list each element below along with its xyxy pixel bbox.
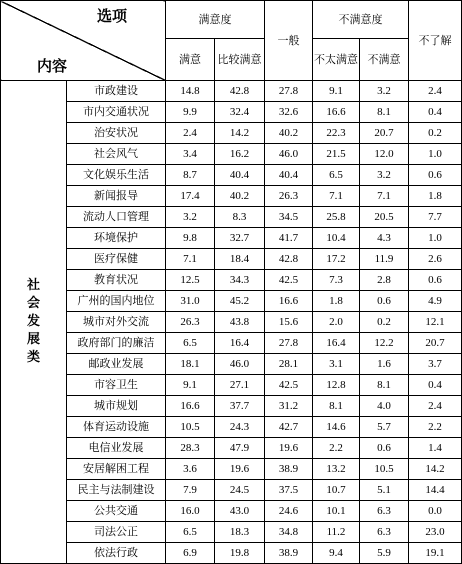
unsatisfied-value: 3.2: [360, 81, 409, 102]
general-value: 38.9: [265, 543, 313, 564]
table-row: [1, 480, 462, 501]
satisfied-value: 26.3: [166, 312, 215, 333]
satisfied-value: 9.1: [166, 375, 215, 396]
satisfied-value: 14.8: [166, 81, 215, 102]
table-row: [1, 543, 462, 564]
row-item-label: 市内交通状况: [67, 102, 166, 123]
unsatisfied-value: 10.5: [360, 459, 409, 480]
fairly-satisfied-value: 40.4: [215, 165, 265, 186]
unknown-value: 1.0: [409, 228, 462, 249]
unsatisfied-subheader: 不满意: [360, 39, 409, 81]
unknown-value: 7.7: [409, 207, 462, 228]
fairly-satisfied-value: 45.2: [215, 291, 265, 312]
general-value: 42.7: [265, 417, 313, 438]
satisfied-value: 6.9: [166, 543, 215, 564]
unsatisfied-value: 6.3: [360, 501, 409, 522]
satisfied-value: 9.9: [166, 102, 215, 123]
unknown-value: 14.4: [409, 480, 462, 501]
fairly-satisfied-value: 18.3: [215, 522, 265, 543]
table-row: [1, 417, 462, 438]
general-header: 一般: [265, 1, 313, 81]
general-value: 34.8: [265, 522, 313, 543]
satisfied-value: 8.7: [166, 165, 215, 186]
general-value: 40.4: [265, 165, 313, 186]
satisfied-value: 16.6: [166, 396, 215, 417]
not-very-satisfied-value: 10.7: [313, 480, 360, 501]
satisfied-value: 16.0: [166, 501, 215, 522]
not-very-satisfied-value: 2.2: [313, 438, 360, 459]
general-value: 24.6: [265, 501, 313, 522]
unknown-value: 14.2: [409, 459, 462, 480]
satisfied-value: 3.2: [166, 207, 215, 228]
row-item-label: 体育运动设施: [67, 417, 166, 438]
general-value: 46.0: [265, 144, 313, 165]
general-value: 34.5: [265, 207, 313, 228]
unknown-value: 12.1: [409, 312, 462, 333]
unknown-value: 20.7: [409, 333, 462, 354]
fairly-satisfied-value: 18.4: [215, 249, 265, 270]
general-value: 42.8: [265, 249, 313, 270]
general-value: 31.2: [265, 396, 313, 417]
table-row: [1, 375, 462, 396]
table-row: [1, 291, 462, 312]
not-very-satisfied-value: 1.8: [313, 291, 360, 312]
general-value: 41.7: [265, 228, 313, 249]
satisfied-subheader: 满意: [166, 39, 215, 81]
unknown-value: 0.2: [409, 123, 462, 144]
satisfied-value: 28.3: [166, 438, 215, 459]
fairly-satisfied-value: 19.6: [215, 459, 265, 480]
table-row: [1, 459, 462, 480]
unsatisfied-value: 4.3: [360, 228, 409, 249]
general-value: 38.9: [265, 459, 313, 480]
satisfied-value: 3.6: [166, 459, 215, 480]
unknown-value: 0.6: [409, 165, 462, 186]
unsatisfied-value: 5.7: [360, 417, 409, 438]
unsatisfied-value: 4.0: [360, 396, 409, 417]
satisfied-value: 7.1: [166, 249, 215, 270]
table-row: [1, 165, 462, 186]
fairly-satisfied-value: 46.0: [215, 354, 265, 375]
unknown-value: 2.4: [409, 396, 462, 417]
satisfied-value: 12.5: [166, 270, 215, 291]
general-value: 28.1: [265, 354, 313, 375]
fairly-satisfied-value: 27.1: [215, 375, 265, 396]
header-diagonal-cell: [1, 1, 166, 81]
row-item-label: 社会风气: [67, 144, 166, 165]
table-row: [1, 333, 462, 354]
row-item-label: 流动人口管理: [67, 207, 166, 228]
not-very-satisfied-value: 21.5: [313, 144, 360, 165]
not-very-satisfied-value: 10.1: [313, 501, 360, 522]
satisfied-value: 31.0: [166, 291, 215, 312]
unsatisfied-value: 7.1: [360, 186, 409, 207]
not-very-satisfied-value: 7.1: [313, 186, 360, 207]
unsatisfied-value: 0.6: [360, 291, 409, 312]
table-row: [1, 249, 462, 270]
unsatisfied-value: 3.2: [360, 165, 409, 186]
fairly-satisfied-value: 47.9: [215, 438, 265, 459]
not-very-satisfied-value: 3.1: [313, 354, 360, 375]
satisfied-value: 7.9: [166, 480, 215, 501]
unsatisfied-value: 5.1: [360, 480, 409, 501]
table-row: [1, 501, 462, 522]
unsatisfied-value: 2.8: [360, 270, 409, 291]
row-item-label: 依法行政: [67, 543, 166, 564]
table-row: [1, 144, 462, 165]
not-very-satisfied-value: 10.4: [313, 228, 360, 249]
fairly-satisfied-value: 42.8: [215, 81, 265, 102]
row-item-label: 安居解困工程: [67, 459, 166, 480]
table-row: [1, 102, 462, 123]
row-item-label: 民主与法制建设: [67, 480, 166, 501]
fairly-satisfied-value: 43.8: [215, 312, 265, 333]
table-row: [1, 354, 462, 375]
fairly-satisfied-value: 14.2: [215, 123, 265, 144]
satisfied-value: 10.5: [166, 417, 215, 438]
unsatisfied-value: 0.6: [360, 438, 409, 459]
row-item-label: 政府部门的廉洁: [67, 333, 166, 354]
row-item-label: 新闻报导: [67, 186, 166, 207]
general-value: 15.6: [265, 312, 313, 333]
not-very-satisfied-value: 13.2: [313, 459, 360, 480]
unknown-value: 1.0: [409, 144, 462, 165]
unknown-value: 2.6: [409, 249, 462, 270]
general-value: 40.2: [265, 123, 313, 144]
unknown-value: 2.2: [409, 417, 462, 438]
unsatisfied-value: 6.3: [360, 522, 409, 543]
satisfied-value: 17.4: [166, 186, 215, 207]
unsatisfied-value: 0.2: [360, 312, 409, 333]
not-very-satisfied-value: 9.4: [313, 543, 360, 564]
fairly-satisfied-value: 24.5: [215, 480, 265, 501]
general-value: 42.5: [265, 375, 313, 396]
unsatisfied-value: 20.5: [360, 207, 409, 228]
fairly-satisfied-value: 16.4: [215, 333, 265, 354]
not-very-satisfied-value: 9.1: [313, 81, 360, 102]
fairly-satisfied-value: 43.0: [215, 501, 265, 522]
table-row: [1, 270, 462, 291]
row-item-label: 广州的国内地位: [67, 291, 166, 312]
not-very-satisfied-value: 22.3: [313, 123, 360, 144]
general-value: 42.5: [265, 270, 313, 291]
row-item-label: 电信业发展: [67, 438, 166, 459]
not-very-satisfied-subheader: 不太满意: [313, 39, 360, 81]
group-label-text: 社会发展类: [27, 278, 41, 365]
general-value: 16.6: [265, 291, 313, 312]
row-item-label: 治安状况: [67, 123, 166, 144]
unknown-value: 19.1: [409, 543, 462, 564]
row-item-label: 司法公正: [67, 522, 166, 543]
unknown-value: 2.4: [409, 81, 462, 102]
unsatisfied-value: 11.9: [360, 249, 409, 270]
unsatisfied-value: 20.7: [360, 123, 409, 144]
table-row: [1, 81, 462, 102]
satisfied-value: 9.8: [166, 228, 215, 249]
unknown-value: 3.7: [409, 354, 462, 375]
fairly-satisfied-subheader: 比较满意: [215, 39, 265, 81]
satisfied-value: 6.5: [166, 333, 215, 354]
unsatisfied-value: 12.0: [360, 144, 409, 165]
fairly-satisfied-value: 19.8: [215, 543, 265, 564]
not-very-satisfied-value: 16.6: [313, 102, 360, 123]
table-row: [1, 312, 462, 333]
options-header: 选项: [96, 7, 127, 25]
table-row: [1, 228, 462, 249]
unknown-value: 0.6: [409, 270, 462, 291]
table-body: [1, 81, 462, 564]
row-item-label: 公共交通: [67, 501, 166, 522]
unsatisfied-group-header: 不满意度: [313, 1, 409, 39]
unsatisfied-value: 12.2: [360, 333, 409, 354]
content-header: 内容: [37, 57, 68, 75]
table-row: [1, 396, 462, 417]
satisfied-value: 3.4: [166, 144, 215, 165]
row-item-label: 市政建设: [67, 81, 166, 102]
satisfied-value: 2.4: [166, 123, 215, 144]
unknown-value: 0.4: [409, 102, 462, 123]
unknown-value: 0.4: [409, 375, 462, 396]
unknown-value: 0.0: [409, 501, 462, 522]
unknown-header: 不了解: [409, 1, 462, 81]
not-very-satisfied-value: 11.2: [313, 522, 360, 543]
not-very-satisfied-value: 12.8: [313, 375, 360, 396]
satisfied-value: 6.5: [166, 522, 215, 543]
not-very-satisfied-value: 25.8: [313, 207, 360, 228]
not-very-satisfied-value: 7.3: [313, 270, 360, 291]
row-item-label: 文化娱乐生活: [67, 165, 166, 186]
general-value: 19.6: [265, 438, 313, 459]
fairly-satisfied-value: 32.4: [215, 102, 265, 123]
unsatisfied-value: 5.9: [360, 543, 409, 564]
not-very-satisfied-value: 2.0: [313, 312, 360, 333]
general-value: 37.5: [265, 480, 313, 501]
not-very-satisfied-value: 17.2: [313, 249, 360, 270]
not-very-satisfied-value: 8.1: [313, 396, 360, 417]
general-value: 32.6: [265, 102, 313, 123]
fairly-satisfied-value: 34.3: [215, 270, 265, 291]
satisfied-group-header: 满意度: [166, 1, 265, 39]
fairly-satisfied-value: 32.7: [215, 228, 265, 249]
fairly-satisfied-value: 16.2: [215, 144, 265, 165]
row-item-label: 教育状况: [67, 270, 166, 291]
not-very-satisfied-value: 14.6: [313, 417, 360, 438]
unknown-value: 1.8: [409, 186, 462, 207]
unsatisfied-value: 8.1: [360, 375, 409, 396]
satisfied-value: 18.1: [166, 354, 215, 375]
not-very-satisfied-value: 16.4: [313, 333, 360, 354]
table-row: [1, 207, 462, 228]
row-item-label: 环境保护: [67, 228, 166, 249]
unknown-value: 23.0: [409, 522, 462, 543]
table-row: [1, 186, 462, 207]
unknown-value: 4.9: [409, 291, 462, 312]
fairly-satisfied-value: 37.7: [215, 396, 265, 417]
general-value: 27.8: [265, 333, 313, 354]
table-row: [1, 438, 462, 459]
unsatisfied-value: 1.6: [360, 354, 409, 375]
row-item-label: 邮政业发展: [67, 354, 166, 375]
fairly-satisfied-value: 24.3: [215, 417, 265, 438]
not-very-satisfied-value: 6.5: [313, 165, 360, 186]
general-value: 26.3: [265, 186, 313, 207]
table-row: [1, 522, 462, 543]
row-item-label: 市容卫生: [67, 375, 166, 396]
unsatisfied-value: 8.1: [360, 102, 409, 123]
unknown-value: 1.4: [409, 438, 462, 459]
group-label: [1, 81, 67, 564]
row-item-label: 城市对外交流: [67, 312, 166, 333]
fairly-satisfied-value: 8.3: [215, 207, 265, 228]
table-row: [1, 123, 462, 144]
row-item-label: 城市规划: [67, 396, 166, 417]
fairly-satisfied-value: 40.2: [215, 186, 265, 207]
row-item-label: 医疗保健: [67, 249, 166, 270]
general-value: 27.8: [265, 81, 313, 102]
